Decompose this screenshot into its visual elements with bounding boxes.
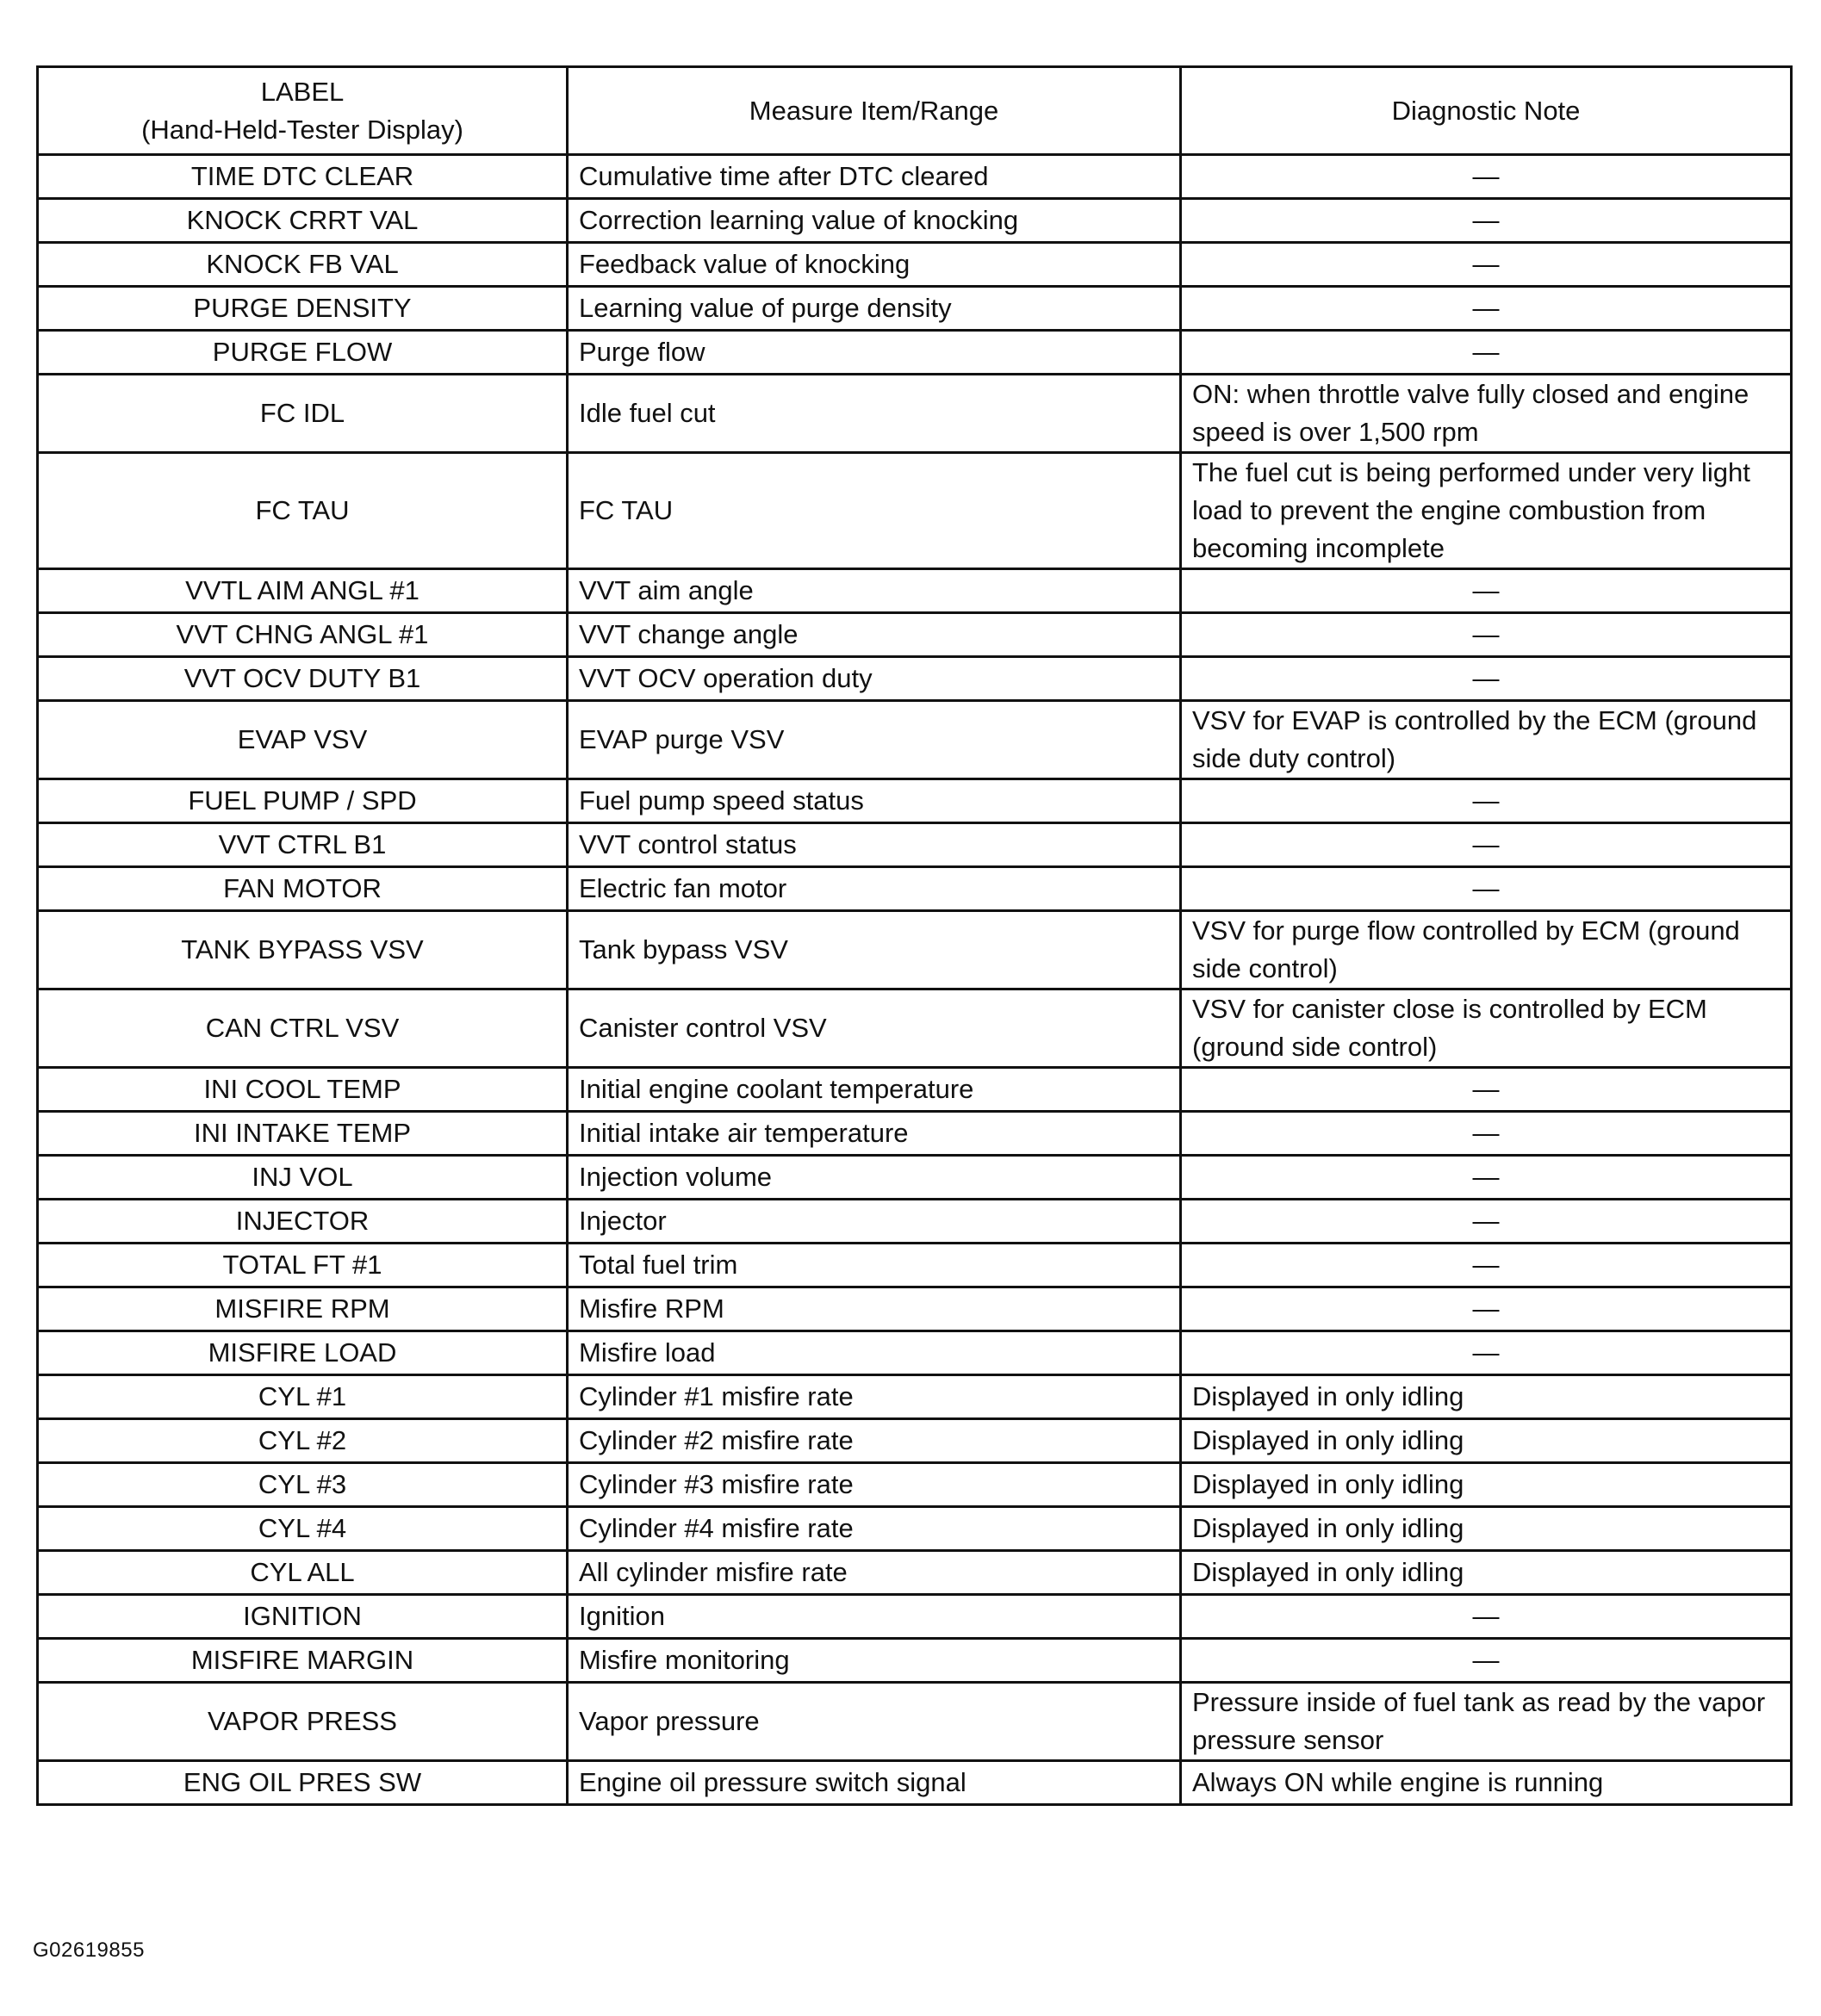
table-row <box>38 1244 1792 1287</box>
row-measure: EVAP purge VSV <box>568 701 1181 779</box>
row-note: — <box>1181 1244 1792 1287</box>
row-note: Displayed in only idling <box>1181 1463 1792 1507</box>
row-note: — <box>1181 613 1792 657</box>
header-measure: Measure Item/Range <box>568 67 1181 155</box>
row-note: Displayed in only idling <box>1181 1375 1792 1419</box>
diagnostic-table-container <box>36 65 1790 1806</box>
table-row <box>38 453 1792 569</box>
table-header-row <box>38 67 1792 155</box>
row-note: Pressure inside of fuel tank as read by the vapor pressure sensor <box>1181 1683 1792 1761</box>
row-label: TIME DTC CLEAR <box>38 155 568 199</box>
row-note: — <box>1181 1595 1792 1639</box>
row-measure: Misfire RPM <box>568 1287 1181 1331</box>
row-measure: VVT change angle <box>568 613 1181 657</box>
row-measure: Injector <box>568 1200 1181 1244</box>
row-note: VSV for purge flow controlled by ECM (ground side control) <box>1181 911 1792 989</box>
row-measure: VVT OCV operation duty <box>568 657 1181 701</box>
row-label: INJECTOR <box>38 1200 568 1244</box>
row-measure: Engine oil pressure switch signal <box>568 1761 1181 1805</box>
table-row <box>38 657 1792 701</box>
row-measure: Initial engine coolant temperature <box>568 1068 1181 1112</box>
row-note: — <box>1181 1068 1792 1112</box>
header-label-line1: LABEL <box>260 76 345 107</box>
table-row <box>38 331 1792 375</box>
row-measure: Cylinder #1 misfire rate <box>568 1375 1181 1419</box>
table-row <box>38 1375 1792 1419</box>
table-row <box>38 613 1792 657</box>
row-note: Displayed in only idling <box>1181 1419 1792 1463</box>
row-note: — <box>1181 867 1792 911</box>
row-measure: Feedback value of knocking <box>568 243 1181 287</box>
row-label: CYL #3 <box>38 1463 568 1507</box>
row-measure: Injection volume <box>568 1156 1181 1200</box>
table-row <box>38 911 1792 989</box>
table-row <box>38 1639 1792 1683</box>
row-note: — <box>1181 1639 1792 1683</box>
table-row <box>38 1463 1792 1507</box>
row-label: EVAP VSV <box>38 701 568 779</box>
row-note: — <box>1181 1200 1792 1244</box>
table-row <box>38 1683 1792 1761</box>
table-row <box>38 867 1792 911</box>
row-measure: Misfire load <box>568 1331 1181 1375</box>
row-note: — <box>1181 823 1792 867</box>
row-label: VVT CTRL B1 <box>38 823 568 867</box>
row-measure: VVT aim angle <box>568 569 1181 613</box>
row-measure: Learning value of purge density <box>568 287 1181 331</box>
table-row <box>38 1551 1792 1595</box>
table-row <box>38 701 1792 779</box>
row-label: CAN CTRL VSV <box>38 989 568 1068</box>
table-row <box>38 569 1792 613</box>
table-row <box>38 287 1792 331</box>
row-measure: VVT control status <box>568 823 1181 867</box>
header-label <box>38 67 568 155</box>
row-label: TANK BYPASS VSV <box>38 911 568 989</box>
row-label: PURGE DENSITY <box>38 287 568 331</box>
table-row <box>38 1761 1792 1805</box>
table-row <box>38 1507 1792 1551</box>
figure-id: G02619855 <box>33 1938 145 1962</box>
row-label: FAN MOTOR <box>38 867 568 911</box>
row-note: — <box>1181 155 1792 199</box>
table-row <box>38 1068 1792 1112</box>
row-measure: Vapor pressure <box>568 1683 1181 1761</box>
row-measure: Cylinder #4 misfire rate <box>568 1507 1181 1551</box>
row-note: — <box>1181 1331 1792 1375</box>
row-label: VVTL AIM ANGL #1 <box>38 569 568 613</box>
row-label: CYL #2 <box>38 1419 568 1463</box>
row-label: FUEL PUMP / SPD <box>38 779 568 823</box>
table-row <box>38 155 1792 199</box>
row-measure: All cylinder misfire rate <box>568 1551 1181 1595</box>
header-label-line2: (Hand-Held-Tester Display) <box>141 114 463 145</box>
row-measure: FC TAU <box>568 453 1181 569</box>
row-note: VSV for canister close is controlled by ECM (ground side control) <box>1181 989 1792 1068</box>
row-measure: Total fuel trim <box>568 1244 1181 1287</box>
row-measure: Electric fan motor <box>568 867 1181 911</box>
row-label: INJ VOL <box>38 1156 568 1200</box>
table-row <box>38 823 1792 867</box>
row-label: CYL #1 <box>38 1375 568 1419</box>
row-label: FC IDL <box>38 375 568 453</box>
row-label: INI INTAKE TEMP <box>38 1112 568 1156</box>
row-measure: Misfire monitoring <box>568 1639 1181 1683</box>
row-label: PURGE FLOW <box>38 331 568 375</box>
row-note: The fuel cut is being performed under very light load to prevent the engine combustion from becoming incomplete <box>1181 453 1792 569</box>
table-row <box>38 1331 1792 1375</box>
row-measure: Cylinder #3 misfire rate <box>568 1463 1181 1507</box>
row-note: VSV for EVAP is controlled by the ECM (ground side duty control) <box>1181 701 1792 779</box>
row-measure: Canister control VSV <box>568 989 1181 1068</box>
row-label: TOTAL FT #1 <box>38 1244 568 1287</box>
row-label: VVT OCV DUTY B1 <box>38 657 568 701</box>
row-note: — <box>1181 1156 1792 1200</box>
row-measure: Ignition <box>568 1595 1181 1639</box>
row-label: IGNITION <box>38 1595 568 1639</box>
row-measure: Cylinder #2 misfire rate <box>568 1419 1181 1463</box>
table-row <box>38 779 1792 823</box>
row-label: ENG OIL PRES SW <box>38 1761 568 1805</box>
row-measure: Correction learning value of knocking <box>568 199 1181 243</box>
row-note: Displayed in only idling <box>1181 1507 1792 1551</box>
row-measure: Cumulative time after DTC cleared <box>568 155 1181 199</box>
row-label: MISFIRE LOAD <box>38 1331 568 1375</box>
row-note: — <box>1181 779 1792 823</box>
row-label: KNOCK FB VAL <box>38 243 568 287</box>
row-measure: Initial intake air temperature <box>568 1112 1181 1156</box>
table-row <box>38 989 1792 1068</box>
table-row <box>38 1112 1792 1156</box>
table-row <box>38 1595 1792 1639</box>
table-row <box>38 199 1792 243</box>
row-measure: Idle fuel cut <box>568 375 1181 453</box>
table-row <box>38 375 1792 453</box>
row-label: CYL #4 <box>38 1507 568 1551</box>
table-row <box>38 1419 1792 1463</box>
row-note: — <box>1181 657 1792 701</box>
row-note: — <box>1181 243 1792 287</box>
header-note: Diagnostic Note <box>1181 67 1792 155</box>
row-note: — <box>1181 569 1792 613</box>
row-label: INI COOL TEMP <box>38 1068 568 1112</box>
row-note: — <box>1181 331 1792 375</box>
row-note: Displayed in only idling <box>1181 1551 1792 1595</box>
table-body <box>38 155 1792 1805</box>
row-label: FC TAU <box>38 453 568 569</box>
row-label: VAPOR PRESS <box>38 1683 568 1761</box>
row-label: MISFIRE RPM <box>38 1287 568 1331</box>
row-label: VVT CHNG ANGL #1 <box>38 613 568 657</box>
row-label: KNOCK CRRT VAL <box>38 199 568 243</box>
row-label: CYL ALL <box>38 1551 568 1595</box>
row-note: — <box>1181 1112 1792 1156</box>
row-note: — <box>1181 199 1792 243</box>
table-row <box>38 1287 1792 1331</box>
row-measure: Fuel pump speed status <box>568 779 1181 823</box>
row-measure: Tank bypass VSV <box>568 911 1181 989</box>
row-measure: Purge flow <box>568 331 1181 375</box>
table-row <box>38 1200 1792 1244</box>
row-label: MISFIRE MARGIN <box>38 1639 568 1683</box>
table-row <box>38 243 1792 287</box>
diagnostic-data-table <box>36 65 1793 1806</box>
row-note: ON: when throttle valve fully closed and engine speed is over 1,500 rpm <box>1181 375 1792 453</box>
row-note: Always ON while engine is running <box>1181 1761 1792 1805</box>
row-note: — <box>1181 287 1792 331</box>
table-row <box>38 1156 1792 1200</box>
row-note: — <box>1181 1287 1792 1331</box>
